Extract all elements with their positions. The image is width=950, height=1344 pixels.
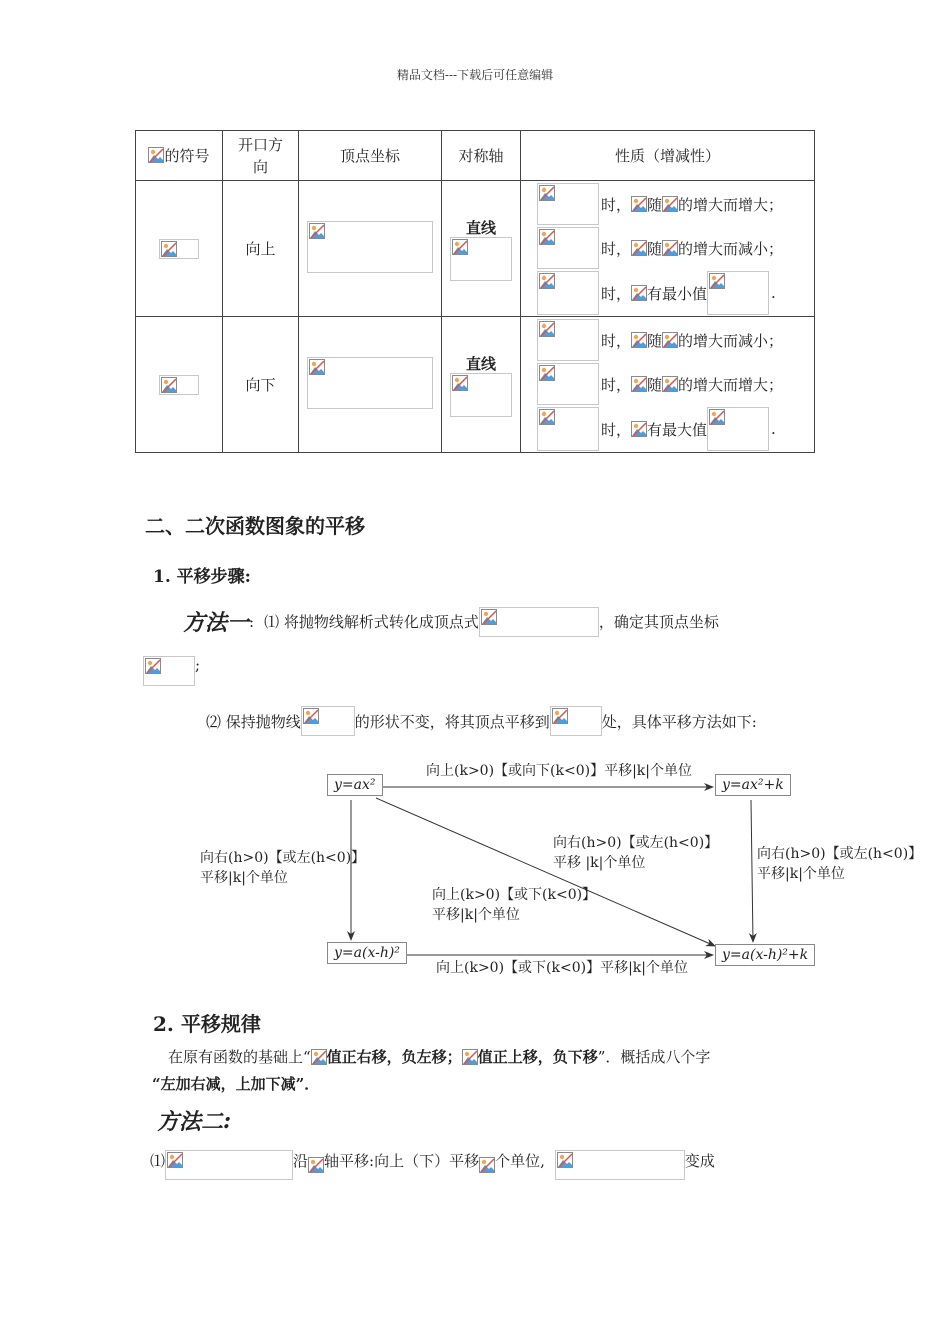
- header-axis: 对称轴: [442, 131, 521, 181]
- label-left: 向右(h>0)【或左(h<0)】 平移|k|个单位: [200, 850, 366, 886]
- label-middle: 向上(k>0)【或下(k<0)】 平移|k|个单位: [432, 887, 597, 923]
- image-placeholder-icon: [557, 1152, 573, 1168]
- box-y-a-x-h2-k: y=a(x-h)²+k: [715, 944, 815, 966]
- method-one-step2: ⑵ 保持抛物线 的形状不变，将其顶点平移到 处，具体平移方法如下:: [206, 706, 757, 736]
- header-vertex: 顶点坐标: [299, 131, 442, 181]
- subsection-title: 1. 平移步骤:: [153, 567, 251, 587]
- rule-line-1: 在原有函数的基础上“ 值正右移，负左移； 值正上移，负下移 ”．概括成八个字: [168, 1048, 711, 1066]
- method-title: 方法一: [183, 610, 250, 636]
- label-right: 向右(h>0)【或左(h<0)】 平移|k|个单位: [757, 846, 923, 882]
- header-properties: 性质（增减性）: [521, 131, 815, 181]
- direction-cell: 向下: [223, 317, 299, 453]
- formula-image: [165, 1150, 293, 1180]
- label-bottom: 向上(k>0)【或下(k<0)】平移|k|个单位: [436, 960, 689, 976]
- header-sign: 的符号: [136, 131, 223, 181]
- method-two-title: 方法二 :: [157, 1107, 232, 1135]
- image-placeholder-icon: [167, 1152, 183, 1168]
- image-placeholder-icon: [479, 1157, 495, 1173]
- condition-line: 时， 随 的增大而增大；: [537, 183, 783, 225]
- image-placeholder-icon: [462, 1049, 478, 1065]
- direction-cell: 向上: [223, 181, 299, 317]
- rule-title: 2. 平移规律: [153, 1012, 261, 1036]
- method-two-line: ⑴ 沿 轴平移:向上（下）平移 个单位, 变成: [150, 1150, 715, 1180]
- condition-line: 时， 有最小值 .: [537, 271, 776, 315]
- method-one-line-cont: ;: [143, 656, 200, 686]
- box-y-a-x-h2: y=a(x-h)²: [327, 942, 407, 964]
- image-placeholder-icon: [308, 1157, 324, 1173]
- method-one-line: 方法一 : ⑴ 将抛物线解析式转化成顶点式 ，确定其顶点坐标: [183, 606, 719, 637]
- condition-line: 时， 随 的增大而减小；: [537, 227, 783, 269]
- section-title: 二、二次函数图象的平移: [145, 514, 365, 538]
- page-header: 精品文档---下载后可任意编辑: [396, 68, 554, 82]
- formula-image: [555, 1150, 685, 1180]
- label-top: 向上(k>0)【或向下(k<0)】平移|k|个单位: [426, 763, 693, 779]
- label-diagonal: 向右(h>0)【或左(h<0)】 平移 |k|个单位: [553, 835, 719, 871]
- box-y-ax2: y=ax²: [327, 774, 383, 796]
- arrow-right: [751, 800, 753, 942]
- axis-cell: 直线: [442, 181, 521, 317]
- header-opening: 开口方向: [223, 131, 299, 181]
- box-y-ax2-k: y=ax²+k: [715, 774, 791, 796]
- axis-cell: 直线: [442, 317, 521, 453]
- condition-line: 时， 随 的增大而减小；: [537, 319, 783, 361]
- condition-line: 时， 有最大值 .: [537, 407, 776, 451]
- image-placeholder-icon: [311, 1049, 327, 1065]
- condition-line: 时， 随 的增大而增大；: [537, 363, 783, 405]
- rule-line-2: “ 左加右减，上加下减 ”．: [152, 1074, 320, 1093]
